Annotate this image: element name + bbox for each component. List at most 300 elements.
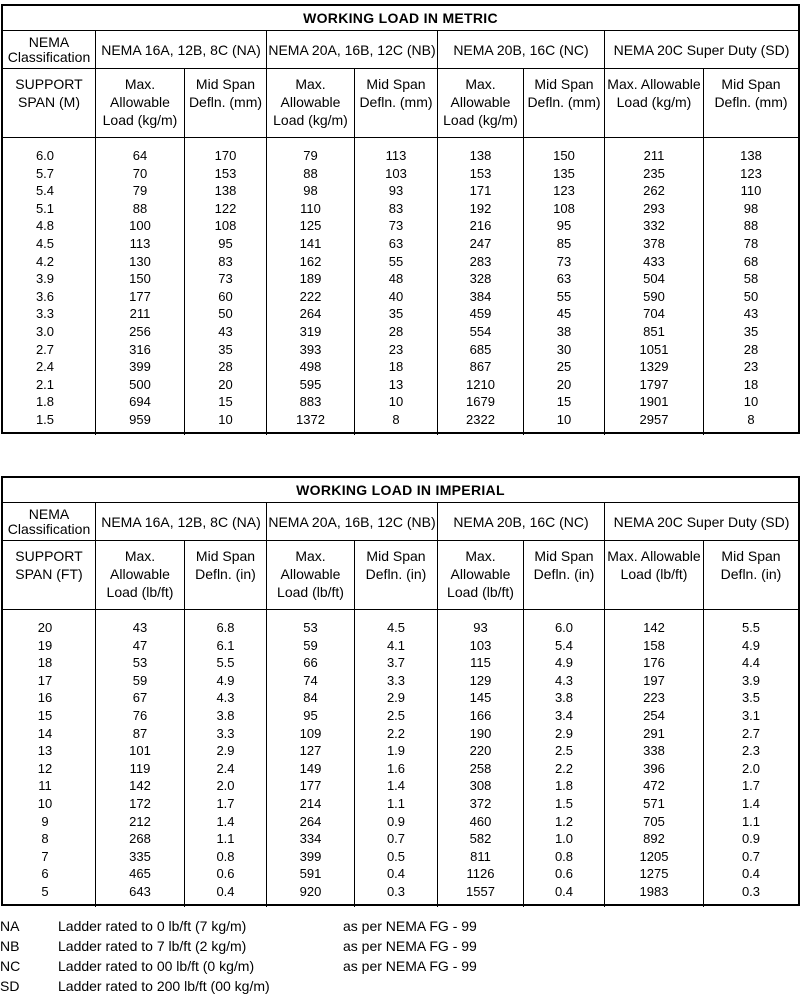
- table-cell: 28: [388, 323, 404, 339]
- table-cell: 109: [299, 725, 322, 741]
- table-column: [267, 610, 355, 907]
- metric-table: [1, 4, 800, 434]
- table-cell: 18: [743, 376, 759, 392]
- table-cell: 93: [473, 620, 488, 635]
- table-cell: 308: [469, 778, 492, 794]
- table-cell: 268: [129, 831, 151, 847]
- table-cell: 1983: [639, 883, 669, 899]
- table-cell: 460: [469, 813, 492, 829]
- column-header: Max. Allowable Load (lb/ft): [605, 541, 704, 609]
- table-cell: 10: [556, 411, 572, 427]
- table-cell: 0.4: [216, 883, 235, 899]
- column-header: Max. Allowable Load (kg/m): [267, 69, 355, 137]
- table-column: [438, 610, 524, 907]
- table-cell: 25: [556, 359, 572, 375]
- table-cell: 1557: [466, 883, 495, 899]
- column-header: SUPPORT SPAN (FT): [3, 541, 96, 609]
- table-cell: 1205: [639, 848, 669, 864]
- table-cell: 920: [299, 883, 322, 899]
- table-cell: 1372: [296, 411, 325, 427]
- table-cell: 100: [129, 218, 151, 234]
- table-cell: 220: [469, 743, 492, 759]
- table-cell: 14: [37, 725, 53, 741]
- table-cell: 643: [129, 883, 151, 899]
- table-cell: 571: [643, 795, 665, 811]
- table-cell: 53: [132, 655, 148, 671]
- table-cell: 4.1: [386, 637, 406, 653]
- column-header: Mid Span Defln. (in): [355, 541, 438, 609]
- table-cell: 0.4: [741, 866, 761, 882]
- table-cell: 247: [469, 235, 492, 251]
- table-cell: 177: [299, 778, 322, 794]
- table-cell: 1.4: [216, 813, 235, 829]
- table-cell: 6.0: [35, 148, 55, 163]
- table-cell: 23: [743, 359, 759, 375]
- table-cell: 264: [299, 306, 322, 322]
- table-cell: 1.8: [35, 394, 55, 410]
- table-cell: 83: [388, 200, 404, 216]
- table-cell: 1797: [639, 376, 669, 392]
- table-cell: 2.9: [386, 690, 406, 706]
- table-cell: 74: [303, 672, 318, 688]
- table-cell: 378: [643, 235, 665, 251]
- table-cell: 399: [129, 359, 151, 375]
- column-header-row: [3, 541, 798, 610]
- table-cell: 254: [643, 707, 665, 723]
- table-cell: 73: [218, 271, 233, 287]
- table-cell: 6.0: [554, 620, 574, 635]
- table-cell: 223: [643, 690, 665, 706]
- table-cell: 95: [303, 707, 318, 723]
- table-cell: 85: [556, 235, 572, 251]
- table-cell: 258: [469, 760, 492, 776]
- table-cell: 335: [129, 848, 151, 864]
- table-cell: 1901: [639, 394, 669, 410]
- table-cell: 504: [643, 271, 665, 287]
- table-cell: 150: [129, 271, 151, 287]
- table-cell: 1.2: [554, 813, 574, 829]
- table-cell: 63: [388, 235, 404, 251]
- table-cell: 84: [303, 690, 318, 706]
- table-cell: 122: [214, 200, 237, 216]
- table-column: [605, 610, 704, 907]
- table-cell: 3.1: [741, 707, 761, 723]
- column-header: Max. Allowable Load (kg/m): [96, 69, 185, 137]
- table-cell: 158: [643, 637, 665, 653]
- table-cell: 685: [469, 341, 492, 357]
- table-cell: 0.6: [554, 866, 574, 882]
- table-cell: 1679: [466, 394, 495, 410]
- table-cell: 1.4: [741, 795, 761, 811]
- table-cell: 3.3: [386, 672, 406, 688]
- table-cell: 153: [214, 165, 237, 181]
- table-cell: 465: [129, 866, 151, 882]
- note-reference: as per NEMA FG - 99: [343, 938, 477, 954]
- table-cell: 216: [469, 218, 492, 234]
- table-cell: 8: [392, 411, 400, 427]
- table-cell: 59: [132, 672, 148, 688]
- table-cell: 3.7: [386, 655, 406, 671]
- column-header: Mid Span Defln. (mm): [714, 76, 788, 110]
- table-cell: 189: [299, 271, 322, 287]
- table-cell: 3.8: [216, 707, 235, 723]
- table-cell: 4.9: [216, 672, 235, 688]
- table-cell: 110: [740, 183, 762, 199]
- table-cell: 40: [388, 288, 404, 304]
- table-cell: 591: [299, 866, 322, 882]
- table-cell: 103: [385, 165, 407, 181]
- table-cell: 4.8: [35, 218, 55, 234]
- table-cell: 43: [132, 620, 148, 635]
- table-cell: 13: [388, 376, 404, 392]
- table-column: [96, 610, 185, 907]
- table-cell: 79: [303, 148, 318, 163]
- table-cell: 138: [740, 148, 762, 163]
- table-cell: 110: [300, 200, 321, 216]
- table-cell: 129: [469, 672, 492, 688]
- table-cell: 15: [218, 394, 233, 410]
- table-cell: 2.0: [216, 778, 235, 794]
- table-cell: 76: [132, 707, 148, 723]
- table-cell: 113: [385, 148, 407, 163]
- table-cell: 2.1: [35, 376, 55, 392]
- table-cell: 4.3: [554, 672, 574, 688]
- table-cell: 35: [388, 306, 404, 322]
- table-cell: 2.4: [216, 760, 235, 776]
- column-header: Max. Allowable Load (kg/m): [438, 69, 524, 137]
- table-column: [185, 610, 267, 907]
- table-cell: 50: [743, 288, 759, 304]
- note-code: NB: [0, 938, 20, 954]
- table-cell: 192: [469, 200, 492, 216]
- column-header: Max. Allowable Load (kg/m): [605, 69, 704, 137]
- table-cell: 2.5: [554, 743, 574, 759]
- classification-row: [3, 503, 798, 541]
- table-cell: 141: [299, 235, 322, 251]
- table-cell: 55: [388, 253, 404, 269]
- table-cell: 595: [299, 376, 322, 392]
- table-cell: 83: [218, 253, 233, 269]
- column-header: Max. Allowable Load (lb/ft): [438, 541, 524, 609]
- table-cell: 0.4: [554, 883, 574, 899]
- table-cell: 0.8: [554, 848, 574, 864]
- table-cell: 50: [218, 306, 233, 322]
- table-cell: 2.0: [741, 760, 761, 776]
- table-cell: 0.3: [741, 883, 761, 899]
- table-cell: 1.1: [386, 795, 406, 811]
- table-body: [3, 138, 798, 435]
- table-cell: 13: [37, 743, 53, 759]
- table-cell: 18: [388, 359, 404, 375]
- table-column: [355, 138, 438, 435]
- table-cell: 166: [469, 707, 492, 723]
- table-cell: 28: [218, 359, 233, 375]
- table-cell: 0.7: [741, 848, 761, 864]
- table-column: [185, 138, 267, 435]
- table-cell: 3.3: [216, 725, 235, 741]
- column-header: SUPPORT SPAN (M): [3, 69, 96, 137]
- table-cell: 68: [743, 253, 759, 269]
- table-cell: 43: [218, 323, 233, 339]
- column-header: Mid Span Defln. (in): [185, 541, 267, 609]
- table-cell: 211: [129, 306, 151, 322]
- table-cell: 145: [469, 690, 492, 706]
- table-cell: 472: [643, 778, 665, 794]
- table-cell: 372: [469, 795, 492, 811]
- table-cell: 0.6: [216, 866, 235, 882]
- table-cell: 2322: [466, 411, 495, 427]
- table-cell: 1329: [639, 359, 669, 375]
- table-cell: 8: [41, 831, 49, 847]
- table-cell: 2.2: [554, 760, 574, 776]
- table-cell: 399: [299, 848, 322, 864]
- table-cell: 1.1: [216, 831, 235, 847]
- table-cell: 10: [37, 795, 53, 811]
- table-cell: 582: [469, 831, 492, 847]
- table-column: [355, 610, 438, 907]
- table-cell: 334: [299, 831, 322, 847]
- table-cell: 1.6: [386, 760, 406, 776]
- table-column: [605, 138, 704, 435]
- table-cell: 4.2: [35, 253, 55, 269]
- group-header: NEMA 20A, 16B, 12C (NB): [267, 503, 438, 540]
- table-cell: 433: [643, 253, 665, 269]
- table-column: [704, 138, 798, 435]
- table-cell: 1.1: [741, 813, 761, 829]
- table-cell: 142: [643, 620, 665, 635]
- table-cell: 5: [41, 883, 49, 899]
- table-cell: 150: [553, 148, 575, 163]
- table-cell: 1275: [639, 866, 669, 882]
- table-cell: 190: [469, 725, 492, 741]
- table-cell: 4.9: [741, 637, 761, 653]
- table-cell: 704: [643, 306, 665, 322]
- table-cell: 283: [469, 253, 492, 269]
- table-cell: 138: [214, 183, 237, 199]
- group-header: NEMA 20B, 16C (NC): [438, 503, 605, 540]
- table-cell: 153: [469, 165, 492, 181]
- table-cell: 176: [643, 655, 665, 671]
- table-cell: 883: [299, 394, 322, 410]
- table-cell: 10: [743, 394, 759, 410]
- column-header: Mid Span Defln. (mm): [355, 69, 438, 137]
- table-cell: 1210: [466, 376, 495, 392]
- table-cell: 2.9: [216, 743, 235, 759]
- table-cell: 170: [214, 148, 237, 163]
- table-column: [3, 610, 96, 907]
- group-header: NEMA 20B, 16C (NC): [438, 31, 605, 68]
- table-cell: 20: [37, 620, 53, 635]
- table-cell: 0.4: [386, 866, 406, 882]
- table-column: [438, 138, 524, 435]
- table-cell: 2.7: [35, 341, 55, 357]
- classification-label: NEMA Classification: [3, 31, 96, 68]
- table-cell: 5.7: [35, 165, 55, 181]
- table-cell: 55: [556, 288, 572, 304]
- table-cell: 5.5: [216, 655, 235, 671]
- table-cell: 459: [469, 306, 492, 322]
- table-cell: 393: [299, 341, 322, 357]
- table-cell: 15: [556, 394, 572, 410]
- table-cell: 291: [643, 725, 665, 741]
- table-cell: 319: [299, 323, 322, 339]
- table-cell: 138: [469, 148, 492, 163]
- table-column: [96, 138, 185, 435]
- table-column: [524, 138, 605, 435]
- table-cell: 70: [132, 165, 148, 181]
- table-cell: 149: [299, 760, 322, 776]
- table-cell: 214: [299, 795, 322, 811]
- table-cell: 47: [132, 637, 148, 653]
- table-cell: 1.4: [386, 778, 406, 794]
- table-cell: 3.8: [554, 690, 574, 706]
- table-cell: 0.8: [216, 848, 235, 864]
- table-cell: 1.0: [554, 831, 574, 847]
- table-cell: 811: [470, 848, 491, 864]
- classification-row: [3, 31, 798, 69]
- table-cell: 16: [37, 690, 53, 706]
- group-header: NEMA 16A, 12B, 8C (NA): [96, 31, 267, 68]
- table-cell: 67: [132, 690, 148, 706]
- table-cell: 5.4: [35, 183, 55, 199]
- table-cell: 95: [218, 235, 233, 251]
- table-cell: 500: [129, 376, 151, 392]
- table-cell: 235: [643, 165, 665, 181]
- table-cell: 332: [643, 218, 665, 234]
- table-cell: 20: [218, 376, 233, 392]
- table-cell: 6: [41, 866, 49, 882]
- table-cell: 211: [643, 148, 665, 163]
- table-cell: 88: [303, 165, 318, 181]
- note-text: Ladder rated to 0 lb/ft (7 kg/m): [58, 918, 247, 934]
- table-cell: 2.2: [386, 725, 406, 741]
- table-cell: 88: [132, 200, 148, 216]
- imperial-table: [1, 476, 800, 906]
- table-cell: 101: [129, 743, 151, 759]
- table-cell: 2.5: [386, 707, 406, 723]
- table-cell: 328: [469, 271, 492, 287]
- table-cell: 162: [299, 253, 322, 269]
- classification-label: NEMA Classification: [3, 503, 96, 540]
- note-code: NA: [0, 918, 20, 934]
- table-cell: 10: [218, 411, 233, 427]
- table-cell: 66: [303, 655, 318, 671]
- table-cell: 338: [643, 743, 665, 759]
- table-cell: 1.8: [554, 778, 574, 794]
- table-cell: 2.7: [741, 725, 761, 741]
- table-cell: 119: [129, 760, 151, 776]
- column-header: Mid Span Defln. (mm): [524, 69, 605, 137]
- column-header: Mid Span Defln. (mm): [185, 69, 267, 137]
- table-column: [3, 138, 96, 435]
- group-header: NEMA 20A, 16B, 12C (NB): [267, 31, 438, 68]
- table-cell: 264: [299, 813, 322, 829]
- table-cell: 197: [643, 672, 665, 688]
- table-cell: 177: [129, 288, 151, 304]
- table-cell: 262: [643, 183, 665, 199]
- table-cell: 3.9: [35, 271, 55, 287]
- table-cell: 108: [214, 218, 237, 234]
- table-cell: 1.7: [741, 778, 761, 794]
- table-cell: 43: [743, 306, 759, 322]
- table-cell: 5.5: [741, 620, 761, 635]
- table-cell: 123: [740, 165, 762, 181]
- group-header: NEMA 20C Super Duty (SD): [613, 41, 790, 58]
- table-cell: 498: [299, 359, 322, 375]
- column-header: Mid Span Defln. (in): [524, 541, 605, 609]
- table-cell: 705: [643, 813, 665, 829]
- table-cell: 115: [470, 655, 491, 671]
- table-cell: 3.5: [741, 690, 761, 706]
- note-code: SD: [0, 978, 20, 994]
- table-cell: 48: [388, 271, 404, 287]
- table-cell: 28: [743, 341, 759, 357]
- table-cell: 63: [556, 271, 572, 287]
- group-header: NEMA 20C Super Duty (SD): [613, 513, 790, 530]
- table-cell: 8: [747, 411, 755, 427]
- table-cell: 95: [556, 218, 572, 234]
- table-column: [524, 610, 605, 907]
- table-cell: 590: [643, 288, 665, 304]
- table-cell: 2.3: [741, 743, 761, 759]
- table-column: [267, 138, 355, 435]
- table-cell: 17: [37, 672, 53, 688]
- table-cell: 3.6: [35, 288, 55, 304]
- table-cell: 12: [37, 760, 53, 776]
- note-text: Ladder rated to 00 lb/ft (0 kg/m): [58, 958, 255, 974]
- table-cell: 45: [556, 306, 572, 322]
- table-cell: 396: [643, 760, 665, 776]
- table-cell: 35: [218, 341, 233, 357]
- note-reference: as per NEMA FG - 99: [343, 958, 477, 974]
- table-cell: 93: [388, 183, 404, 199]
- column-header-row: [3, 69, 798, 138]
- note-code: NC: [0, 958, 21, 974]
- table-cell: 2.9: [554, 725, 574, 741]
- table-cell: 98: [303, 183, 318, 199]
- table-cell: 87: [132, 725, 148, 741]
- column-header: Max. Allowable Load (lb/ft): [96, 541, 185, 609]
- table-cell: 64: [132, 148, 148, 163]
- table-cell: 171: [469, 183, 492, 199]
- table-cell: 0.3: [386, 883, 406, 899]
- table-cell: 30: [556, 341, 572, 357]
- note-text: Ladder rated to 200 lb/ft (00 kg/m): [58, 978, 270, 994]
- table-cell: 9: [41, 813, 49, 829]
- table-cell: 851: [643, 323, 665, 339]
- table-cell: 2957: [639, 411, 669, 427]
- table-cell: 222: [299, 288, 322, 304]
- table-cell: 4.9: [554, 655, 574, 671]
- table-cell: 135: [553, 165, 575, 181]
- table-cell: 0.9: [741, 831, 761, 847]
- table-cell: 6.8: [216, 620, 235, 635]
- table-cell: 58: [743, 271, 759, 287]
- table-cell: 18: [37, 655, 53, 671]
- table-cell: 142: [129, 778, 151, 794]
- table-cell: 4.4: [741, 655, 761, 671]
- table-cell: 10: [388, 394, 404, 410]
- table-cell: 78: [743, 235, 759, 251]
- table-cell: 113: [129, 235, 151, 251]
- table-cell: 35: [743, 323, 759, 339]
- table-cell: 2.4: [35, 359, 55, 375]
- table-cell: 127: [299, 743, 322, 759]
- table-cell: 1126: [466, 866, 495, 882]
- table-cell: 60: [218, 288, 233, 304]
- table-cell: 3.0: [35, 323, 55, 339]
- table-cell: 867: [469, 359, 492, 375]
